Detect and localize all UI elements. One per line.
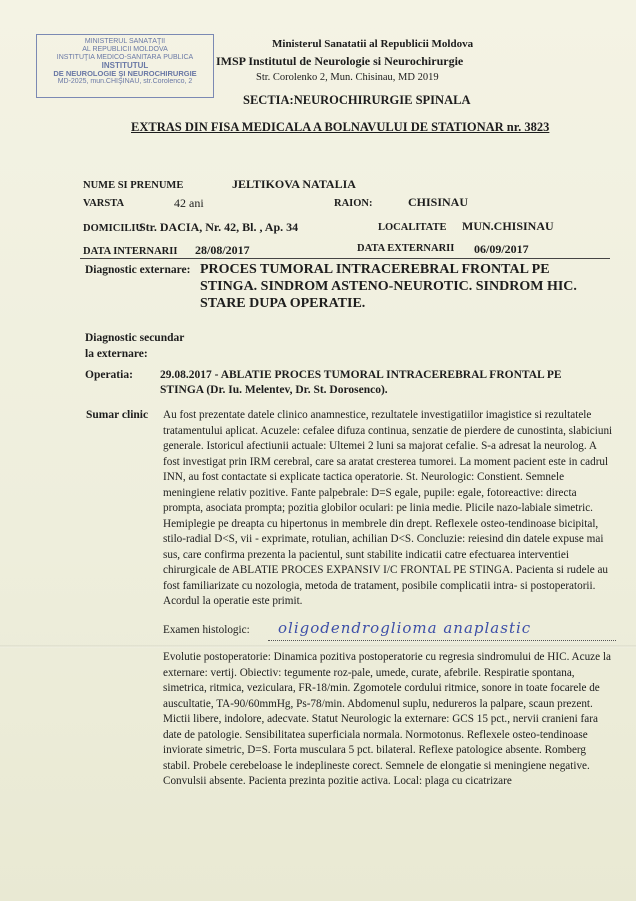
patient-age: 42 ani xyxy=(174,196,204,210)
clinic-label: Sumar clinic xyxy=(86,409,149,421)
admission-date: 28/08/2017 xyxy=(195,243,250,257)
age-label: VARSTA xyxy=(83,198,125,209)
stamp-line: INSTITUŢIA MEDICO-SANITARĂ PUBLICĂ xyxy=(56,54,194,61)
paper-fold xyxy=(0,645,636,648)
patient-name: JELTIKOVA NATALIA xyxy=(232,177,356,191)
diagnosis-text: PROCES TUMORAL INTRACEREBRAL FRONTAL PE STINGA. SINDROM ASTENO-NEUROTIC. SINDROM HIC. STARE DUPA OPERATIE. xyxy=(200,262,577,311)
discharge-date: 06/09/2017 xyxy=(474,242,529,256)
histology-label: Examen histologic: xyxy=(163,624,250,636)
patient-locality: MUN.CHISINAU xyxy=(462,219,554,233)
patient-domicile: Str. DACIA, Nr. 42, Bl. , Ap. 34 xyxy=(139,220,299,234)
document-title: EXTRAS DIN FISA MEDICALA A BOLNAVULUI DE STATIONAR nr. 3823 xyxy=(131,120,550,134)
patient-raion: CHISINAU xyxy=(408,195,469,209)
admission-label: DATA INTERNARII xyxy=(83,246,178,257)
institution-stamp xyxy=(36,34,214,98)
discharge-label: DATA EXTERNARII xyxy=(357,243,455,254)
section-title: SECTIA:NEUROCHIRURGIE SPINALA xyxy=(243,93,471,107)
raion-label: RAION: xyxy=(334,198,373,209)
evolution-section xyxy=(163,650,615,790)
clinic-summary xyxy=(163,408,615,610)
ministry-name: Ministerul Sanatatii al Republicii Moldova xyxy=(272,38,474,50)
stamp-line: MINISTERUL SĂNĂTĂŢII xyxy=(84,38,166,45)
histology-dotted-line xyxy=(268,640,616,642)
evolution-text: Evolutie postoperatorie: Dinamica pozitiva postoperatorie cu regresia sindromului de HIC. Acuze la externare: vertij. Obiectiv: tegumente roz-pale, umede, curate, afebrile. Respiratie spontana, simetrica, ritmica, veziculara, FR-18/min. Zgomotele cordului ritmice, sonore in toate focarele de auscultatie, TA-90/60mmHg, Ps-78/min. Abdomenul suplu, nedureros la palpare, scaun prezent. Mictii libere, indolore, adecvate. Statut Neurologic la externare: GCS 15 pct., nervii cranieni fara date de patologie. Sensibilitatea superficiala normala. Normotonus. Reflexele osteo-tendinoase inviorate simetric, D=S. Forta musculara 5 pct. bilateral. Reflexe patologice absente. Romberg stabil. Probele cerebeloase le indeplineste corect. Semnele de elongatie si meningiene negative. Convulsii absente. Pacienta prezinta pozitie activa. Local: plaga cu cicatrizare xyxy=(163,651,611,787)
locality-label: LOCALITATE xyxy=(378,222,447,233)
domicile-label: DOMICILIU xyxy=(83,223,144,234)
divider xyxy=(80,258,610,259)
secondary-diagnosis-label: Diagnostic secundar xyxy=(85,332,185,344)
secondary-diagnosis-label-2: la externare: xyxy=(85,348,148,360)
operation-text: 29.08.2017 - ABLATIE PROCES TUMORAL INTRACEREBRAL FRONTAL PE STINGA (Dr. Iu. Melentev, Dr. St. Dorosenco). xyxy=(160,369,562,396)
stamp-line: DE NEUROLOGIE ŞI NEUROCHIRURGIE xyxy=(53,70,197,78)
stamp-line: AL REPUBLICII MOLDOVA xyxy=(82,46,168,53)
institute-address: Str. Corolenko 2, Mun. Chisinau, MD 2019 xyxy=(256,72,439,83)
stamp-line: INSTITUTUL xyxy=(101,62,149,70)
diagnosis-label: Diagnostic externare: xyxy=(85,264,191,276)
operation-label: Operatia: xyxy=(85,369,133,381)
clinic-text: Au fost prezentate datele clinico anamnestice, rezultatele investigatiilor imagistice si rezultatele tratamentului aplicat. Acuzele: cefalee difuza continua, senzatie de pierdere de cunostinta, slabiciuni generale. Istoricul afectiunii actuale: Ultemei 2 luni sa majorat cefalie. S-a adresat la neurolog. A fost investigat prin IRM cerebral, care sa aratat cresterea tumorei. La moment pacient este in cadrul INN, au fost contactate si explicate tactica operatorie. St. Neurologic: Constient. Semnele meningiene relativ pozitive. Fante palpebrale: D=S egale, pupile: egale, fotoreactive: directa prompta, asociata prompta; pozitia globilor oculari: pe linia medie. Plicile nazo-labiale simetric. Hemiplegie pe dreapta cu hipertonus in membrele din drept. Reflexele osteo-tendinoase bicipital, stilo-radial D<S, vii - exprimate, rotulian, achilian D<S. Concluzie: reiesind din datele expuse mai sus, care confirma prezenta la pacientul, sunt stabilite indicatii catre efectuarea interventiei chirurgicale de ABLATIE PROCES EXPANSIV I/C FRONTAL PE STINGA. Pacienta si rudele au fost familiarizate cu nozologia, metoda de tratament, posibile complicatii intra- si postoperatorii. Acordul la operatie este primit. xyxy=(163,409,613,607)
histology-handwritten-value: oligodendroglioma anaplastic xyxy=(278,619,532,637)
stamp-line: MD-2025, mun.CHIŞINĂU, str.Corolenco, 2 xyxy=(57,78,193,85)
institute-name: IMSP Institutul de Neurologie si Neurochirurgie xyxy=(216,54,464,68)
name-label: NUME SI PRENUME xyxy=(83,180,184,191)
